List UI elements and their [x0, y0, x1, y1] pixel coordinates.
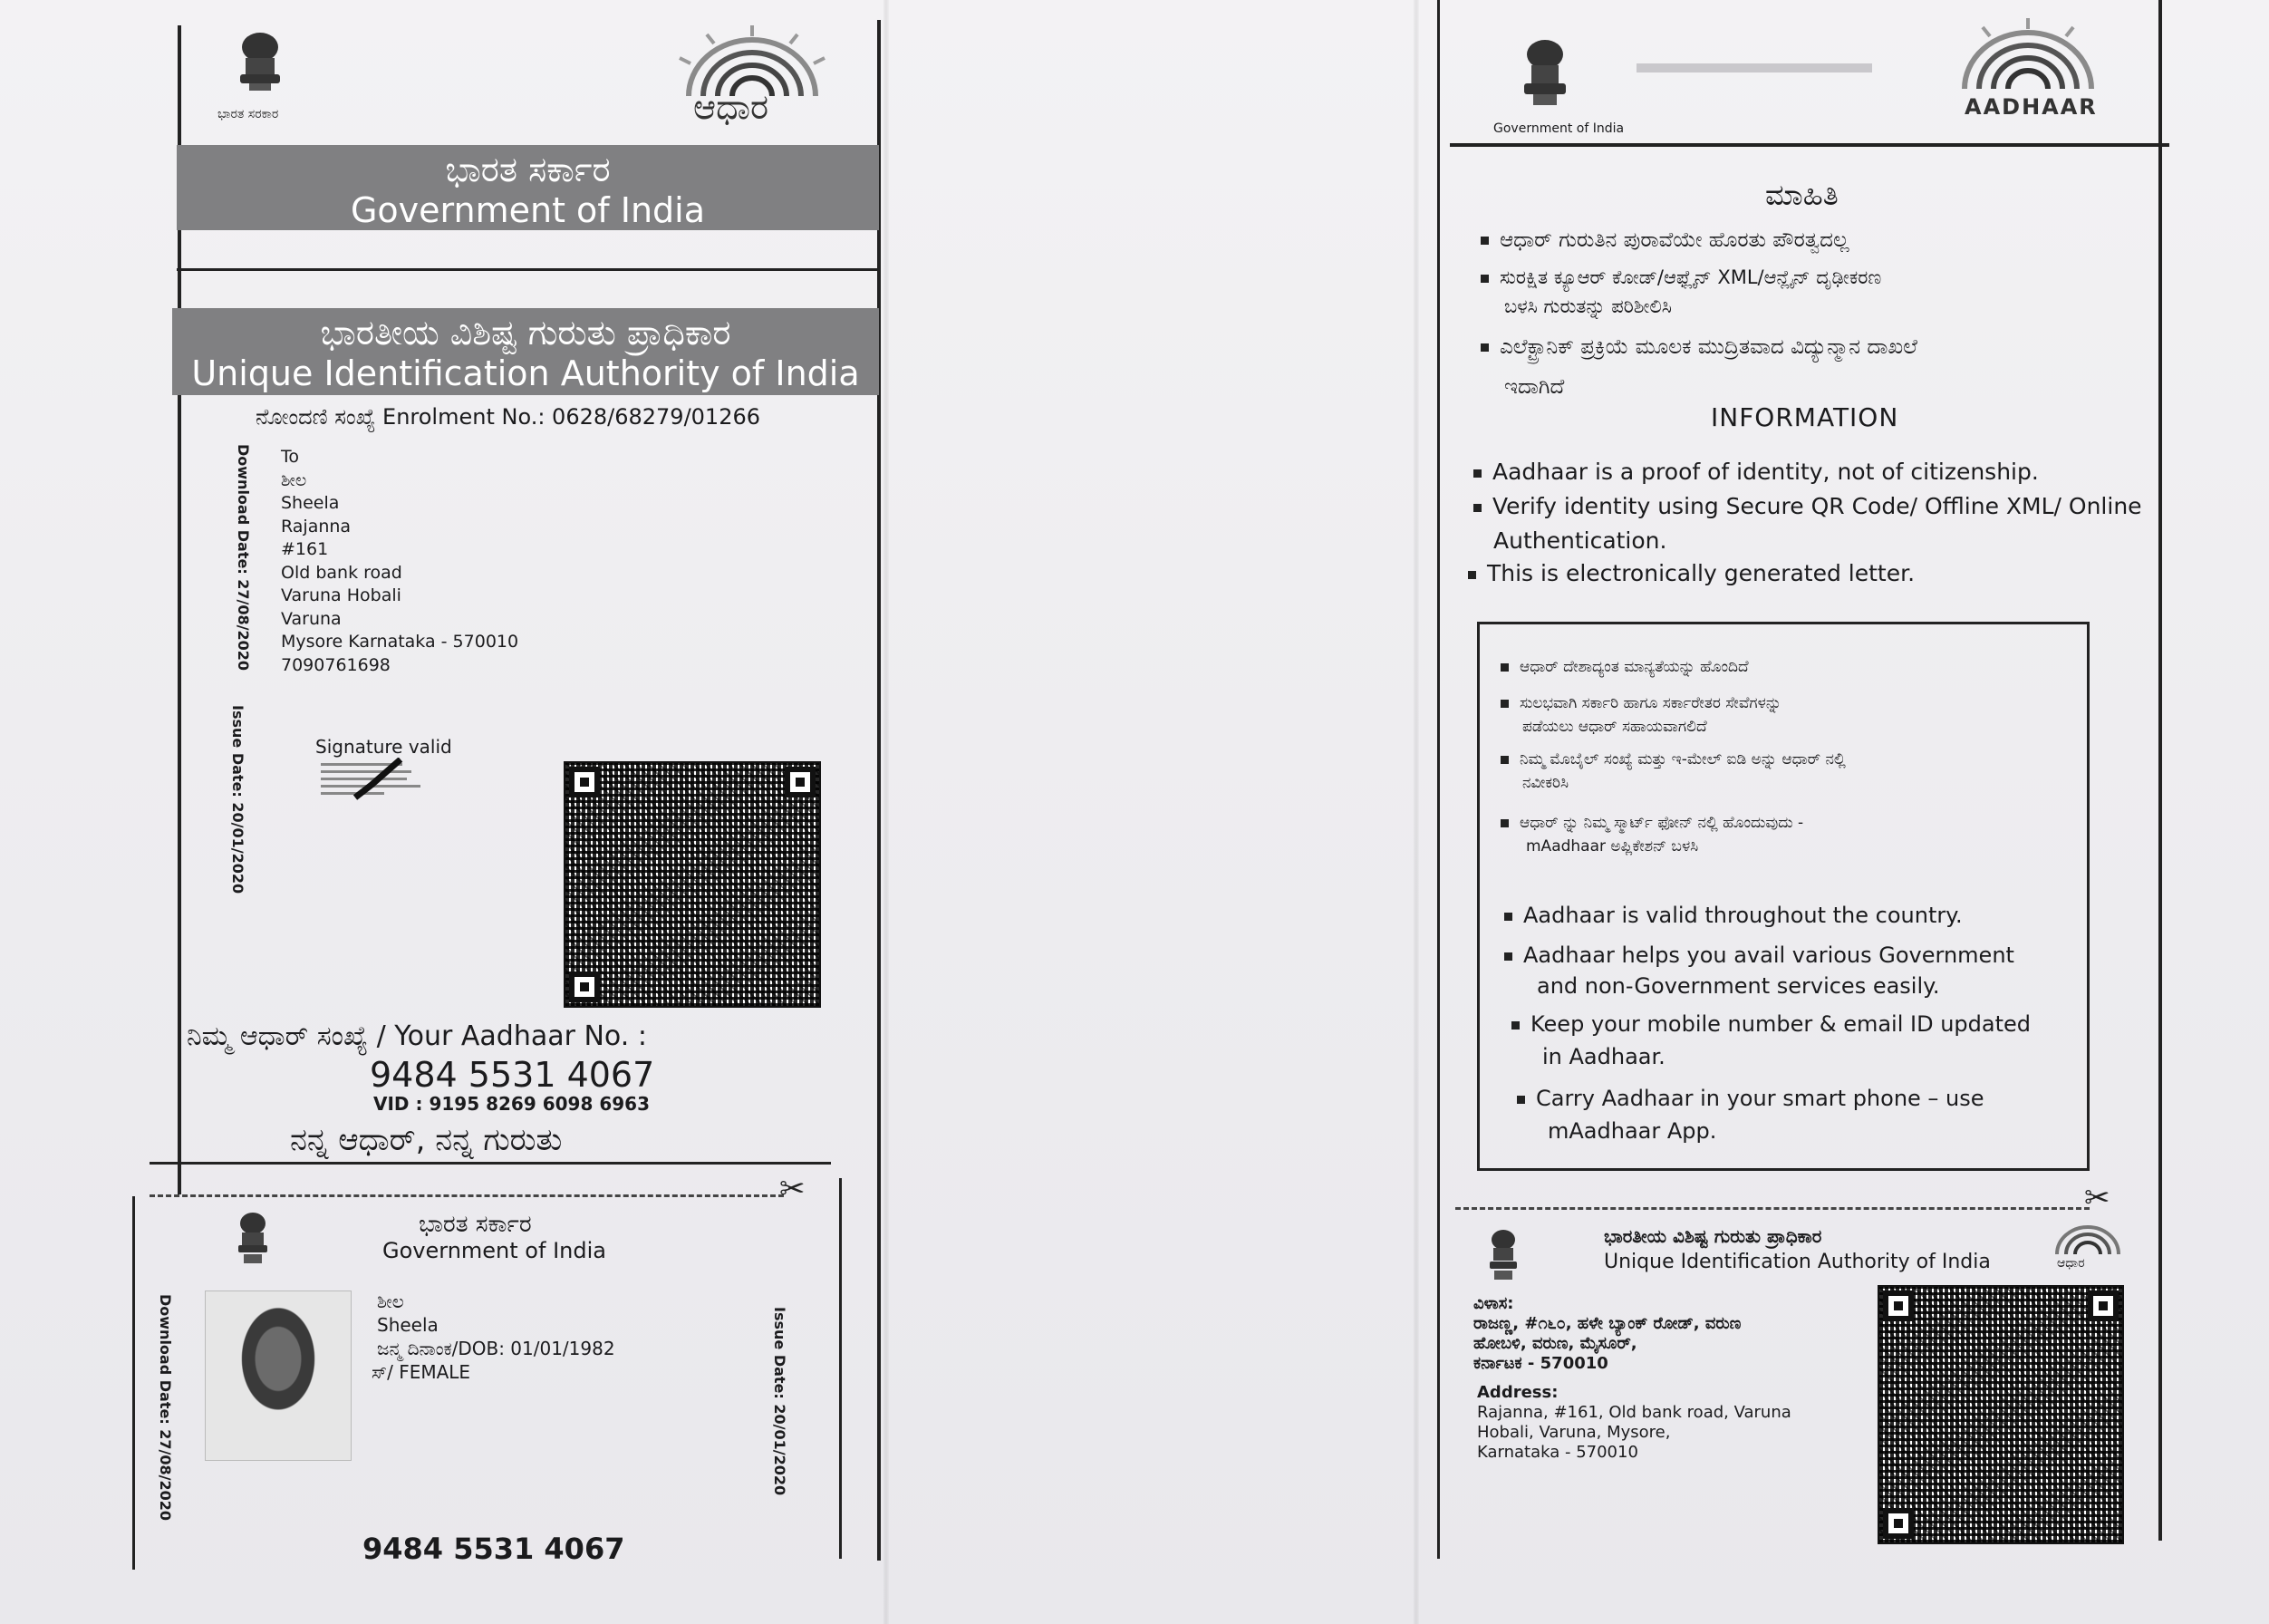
address-line: Sheela: [281, 493, 340, 513]
bullet-icon: [1501, 700, 1509, 708]
aadhaar-logo-text: ಆಧಾರ: [693, 87, 769, 127]
bullet-icon: [1504, 952, 1512, 961]
scissors-icon: ✂: [779, 1171, 806, 1207]
bullet-icon: [1501, 756, 1509, 764]
qr-code: [564, 761, 821, 1008]
bullet-icon: [1481, 237, 1489, 245]
box-kannada-item: ಆಧಾರ್ ನ್ನು ನಿಮ್ಮ ಸ್ಮಾರ್ಟ್ ಫೋನ್ ನಲ್ಲಿ ಹೊಂದುವುದು -: [1501, 814, 1803, 832]
uidai-band-english: Unique Identification Authority of India: [191, 353, 860, 393]
aadhaar-logo-icon: [1946, 18, 2110, 94]
address-line: Rajanna: [281, 516, 352, 536]
address-line: Varuna: [281, 608, 342, 629]
info-kannada-item: ಸುರಕ್ಷಿತ ಕ್ಯೂಆರ್ ಕೋಡ್/ಆಫ್ಲೈನ್ XML/ಆನ್ಲೈನ್ ದೃಢೀಕರಣ: [1481, 266, 1881, 289]
info-english-item: This is electronically generated letter.: [1468, 560, 1915, 586]
gov-band-english: Government of India: [350, 190, 706, 230]
holder-name-kannada: ಶೀಲ: [377, 1290, 404, 1312]
card-issue-date: Issue Date: 20/01/2020: [771, 1307, 788, 1496]
card-aadhaar-number: 9484 5531 4067: [362, 1532, 625, 1566]
card-uidai-english: Unique Identification Authority of India: [1604, 1251, 1991, 1273]
info-english-item: Verify identity using Secure QR Code/ Offline XML/ Online: [1473, 493, 2142, 519]
address-line: To: [281, 447, 300, 467]
box-english-item-continued: mAadhaar App.: [1548, 1118, 1717, 1144]
divider: [177, 268, 879, 271]
bullet-icon: [1468, 571, 1476, 579]
gov-band: [177, 145, 879, 230]
box-kannada-item-continued: ನವೀಕರಿಸಿ: [1522, 774, 1569, 792]
card-aadhaar-logo-text: ಆಧಾರ: [2057, 1256, 2085, 1271]
signature-label: Signature valid: [315, 736, 452, 758]
bullet-icon: [1501, 819, 1509, 827]
info-heading-english: INFORMATION: [1711, 402, 1899, 432]
holder-name: Sheela: [377, 1314, 439, 1336]
right-panel-left-border: [1437, 0, 1440, 1559]
recipient-address: [281, 446, 518, 677]
address-english-line: Karnataka - 570010: [1477, 1443, 1638, 1462]
bullet-icon: [1481, 275, 1489, 283]
card-right-border: [839, 1178, 842, 1559]
bullet-icon: [1473, 469, 1482, 478]
national-emblem-icon: [1511, 34, 1579, 120]
national-emblem-icon: [231, 1209, 275, 1272]
info-kannada-item: ಆಧಾರ್ ಗುರುತಿನ ಪುರಾವೆಯೇ ಹೊರತು ಪೌರತ್ವದಲ್ಲ: [1481, 228, 1849, 252]
address-line: #161: [281, 539, 329, 559]
header-divider: [1450, 143, 2169, 147]
card-uidai-kannada: ಭಾರತೀಯ ವಿಶಿಷ್ಟ ಗುರುತು ಪ್ರಾಧಿಕಾರ: [1604, 1225, 1822, 1247]
box-english-item: Keep your mobile number & email ID updated: [1511, 1011, 2031, 1037]
aadhaar-logo-text: AADHAAR: [1965, 94, 2098, 120]
holder-photo: [205, 1290, 352, 1461]
bullet-icon: [1501, 663, 1509, 672]
faded-stripe: [1637, 63, 1872, 72]
address-english-line: Hobali, Varuna, Mysore,: [1477, 1423, 1671, 1442]
info-kannada-item: ಎಲೆಕ್ಟ್ರಾನಿಕ್ ಪ್ರಕ್ರಿಯೆ ಮೂಲಕ ಮುದ್ರಿತವಾದ ವಿದ್ಯುನ್ಮಾನ ದಾಖಲೆ: [1481, 335, 1917, 359]
uidai-band: [172, 308, 879, 395]
box-kannada-item-continued: mAadhaar ಅಪ್ಲಿಕೇಶನ್ ಬಳಸಿ: [1526, 837, 1699, 856]
download-date: Download Date: 27/08/2020: [235, 444, 252, 672]
cut-line: [150, 1194, 784, 1197]
address-kannada-line: ಕರ್ನಾಟಕ - 570010: [1473, 1354, 1608, 1373]
address-english-label: Address:: [1477, 1383, 1559, 1402]
enrolment-number: ನೋಂದಣಿ ಸಂಖ್ಯೆ Enrolment No.: 0628/68279/01266: [256, 404, 760, 430]
aadhaar-number: 9484 5531 4067: [370, 1055, 655, 1095]
bullet-icon: [1517, 1096, 1525, 1104]
card-left-border: [132, 1196, 135, 1570]
card-download-date: Download Date: 27/08/2020: [157, 1294, 174, 1522]
national-emblem-icon: [222, 27, 298, 107]
box-english-item: Aadhaar helps you avail various Government: [1504, 942, 2014, 968]
box-kannada-item-continued: ಪಡೆಯಲು ಆಧಾರ್ ಸಹಾಯವಾಗಲಿದೆ: [1522, 718, 1707, 736]
holder-dob: ಜನ್ಮ ದಿನಾಂಕ/DOB: 01/01/1982: [377, 1338, 615, 1359]
scissors-icon: ✂: [2084, 1180, 2110, 1216]
box-english-item-continued: and non-Government services easily.: [1537, 973, 1940, 999]
box-kannada-item: ಆಧಾರ್ ದೇಶಾದ್ಯಂತ ಮಾನ್ಯತೆಯನ್ನು ಹೊಂದಿದೆ: [1501, 658, 1749, 676]
address-line: ಶೀಲ: [281, 469, 307, 490]
box-kannada-item: ನಿಮ್ಮ ಮೊಬೈಲ್ ಸಂಖ್ಯೆ ಮತ್ತು ಇ-ಮೇಲ್ ಐಡಿ ಅನ್ನು ಆಧಾರ್ ನಲ್ಲಿ: [1501, 750, 1846, 768]
address-kannada-line: ರಾಜಣ್ಣ, #೧೬೦, ಹಳೇ ಬ್ಯಾಂಕ್ ರೋಡ್, ವರುಣ: [1473, 1314, 1742, 1333]
gov-band-kannada: ಭಾರತ ಸರ್ಕಾರ: [445, 150, 611, 189]
box-english-item: Carry Aadhaar in your smart phone – use: [1517, 1086, 1984, 1111]
info-heading-kannada: ಮಾಹಿತಿ: [1765, 178, 1839, 212]
bullet-icon: [1511, 1021, 1520, 1030]
national-emblem-icon: [1482, 1225, 1524, 1289]
bullet-icon: [1473, 504, 1482, 512]
info-english-item: Aadhaar is a proof of identity, not of citizenship.: [1473, 459, 2039, 485]
signature-stamp-icon: [319, 758, 437, 816]
address-kannada-label: ವಿಳಾಸ:: [1473, 1294, 1514, 1313]
address-english-line: Rajanna, #161, Old bank road, Varuna: [1477, 1403, 1791, 1422]
info-kannada-item-continued: ಬಳಸಿ ಗುರುತನ್ನು ಪರಿಶೀಲಿಸಿ: [1504, 295, 1672, 317]
address-line: 7090761698: [281, 654, 391, 675]
address-line: Old bank road: [281, 562, 402, 583]
paper-fold: [1414, 0, 1419, 1624]
issue-date: Issue Date: 20/01/2020: [229, 705, 246, 894]
card-gov-kannada: ಭಾರತ ಸರ್ಕಾರ: [419, 1211, 532, 1238]
right-border: [877, 20, 881, 1561]
info-kannada-item-continued: ಇದಾಗಿದೆ: [1504, 375, 1565, 399]
card-gov-english: Government of India: [382, 1238, 606, 1263]
emblem-caption: Government of India: [1493, 121, 1625, 136]
emblem-caption: ಭಾರತ ಸರಕಾರ: [217, 107, 279, 121]
vid-number: VID : 9195 8269 6098 6963: [373, 1093, 650, 1115]
box-kannada-item: ಸುಲಭವಾಗಿ ಸರ್ಕಾರಿ ಹಾಗೂ ಸರ್ಕಾರೇತರ ಸೇವೆಗಳನ್ನು: [1501, 694, 1781, 712]
bullet-icon: [1481, 343, 1489, 352]
info-english-item-continued: Authentication.: [1493, 527, 1667, 554]
divider: [150, 1162, 831, 1165]
box-english-item-continued: in Aadhaar.: [1542, 1044, 1666, 1069]
address-line: Varuna Hobali: [281, 585, 401, 605]
address-line: Mysore Karnataka - 570010: [281, 632, 519, 652]
uidai-band-kannada: ಭಾರತೀಯ ವಿಶಿಷ್ಟ ಗುರುತು ಪ್ರಾಧಿಕಾರ: [320, 313, 731, 353]
qr-code: [1878, 1285, 2124, 1544]
paper-fold: [883, 0, 889, 1624]
bullet-icon: [1504, 913, 1512, 921]
aadhaar-number-label: ನಿಮ್ಮ ಆಧಾರ್ ಸಂಖ್ಯೆ / Your Aadhaar No. :: [187, 1020, 647, 1052]
box-english-item: Aadhaar is valid throughout the country.: [1504, 903, 1963, 928]
address-kannada-line: ಹೋಬಳಿ, ವರುಣ, ಮೈಸೂರ್,: [1473, 1334, 1637, 1353]
holder-gender: ಸ್/ FEMALE: [372, 1361, 471, 1383]
right-panel-right-border: [2158, 0, 2162, 1541]
cut-line: [1455, 1207, 2090, 1210]
tagline: ನನ್ನ ಆಧಾರ್, ನನ್ನ ಗುರುತು: [290, 1122, 563, 1158]
aadhaar-logo-icon: [2050, 1218, 2126, 1260]
